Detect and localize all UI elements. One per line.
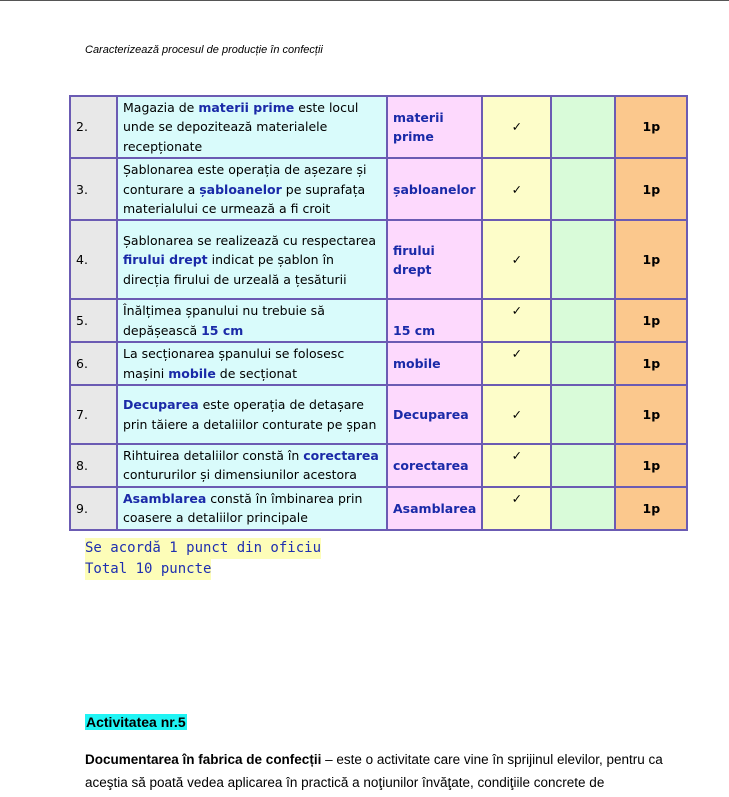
checkmark-icon: ✓ [511, 490, 523, 506]
empty-cell [551, 220, 615, 299]
table-row [70, 342, 687, 385]
table-row [70, 158, 687, 220]
answers-table [69, 95, 688, 531]
statement-keyword: șabloanelor [199, 181, 282, 197]
statement-cell [117, 158, 387, 220]
empty-cell [551, 385, 615, 444]
answer-cell: mobile [387, 342, 482, 385]
points-cell: 1p [615, 444, 687, 487]
check-cell [482, 96, 551, 158]
check-cell [482, 158, 551, 220]
checkmark-icon: ✓ [511, 346, 523, 362]
checkmark-icon: ✓ [511, 119, 523, 135]
scoring-note [85, 538, 321, 580]
statement-keyword: Asamblarea [123, 490, 207, 506]
empty-cell [551, 487, 615, 530]
points-cell: 1p [615, 385, 687, 444]
checkmark-icon: ✓ [511, 448, 523, 464]
empty-cell [551, 96, 615, 158]
statement-text: constă în îmbinarea prin coasere a detaliilor principale [123, 490, 363, 526]
table-row [70, 444, 687, 487]
statement-text: de secționat [215, 365, 297, 381]
statement-cell [117, 220, 387, 299]
statement-keyword: firului drept [123, 252, 208, 268]
statement-text: este locul unde se depozitează materialele recepționate [123, 100, 359, 154]
table-row [70, 220, 687, 299]
statement-text: Rihtuirea detaliilor constă în [123, 448, 304, 464]
points-cell: 1p [615, 299, 687, 342]
statement-text: Șablonarea se realizează cu respectarea [123, 232, 376, 248]
statement-cell [117, 342, 387, 385]
row-number: 8. [70, 444, 117, 487]
statement-keyword: corectarea [303, 448, 379, 464]
table-row [70, 96, 687, 158]
statement-text: indicat pe șablon în direcția firului de urzeală a țesăturii [123, 252, 347, 287]
statement-keyword: materii prime [198, 100, 295, 115]
empty-cell [551, 299, 615, 342]
statement-text: este operația de detașare prin tăiere a detaliilor conturate pe șpan [123, 397, 377, 432]
statement-keyword: Decuparea [123, 397, 199, 413]
answer-cell: Asamblarea [387, 487, 482, 530]
points-cell: 1p [615, 487, 687, 530]
empty-cell [551, 158, 615, 220]
answer-cell: 15 cm [387, 299, 482, 342]
activity-title: Activitatea nr.5 [86, 714, 186, 730]
row-number: 3. [70, 158, 117, 220]
statement-cell [117, 385, 387, 444]
activity-body: – este o activitate care vine în sprijinul elevilor, pentru ca aceştia să poată vedea aplicarea în practică a noţiunilor învăţate, condiţiile concrete de [85, 752, 663, 790]
row-number: 9. [70, 487, 117, 530]
statement-cell [117, 96, 387, 158]
statement-text: Șablonarea este operația de așezare și conturare a [123, 162, 367, 197]
scoring-line-official: Se acordă 1 punct din oficiu [85, 538, 321, 559]
check-cell [482, 444, 551, 487]
checkmark-icon: ✓ [511, 252, 523, 268]
check-cell [482, 299, 551, 342]
statement-cell [117, 487, 387, 530]
statement-text: contururilor și dimensiunilor acestora [123, 467, 357, 483]
answer-cell: firului drept [387, 220, 482, 299]
statement-text: pe suprafața materialului ce urmează a fi croit [123, 181, 366, 217]
row-number: 7. [70, 385, 117, 444]
table-row [70, 487, 687, 530]
points-cell: 1p [615, 158, 687, 220]
page-top-rule [0, 0, 729, 1]
answer-cell: materii prime [387, 96, 482, 158]
check-cell [482, 385, 551, 444]
statement-cell [117, 444, 387, 487]
answer-cell: Decuparea [387, 385, 482, 444]
activity-paragraph [85, 748, 665, 794]
points-cell: 1p [615, 220, 687, 299]
row-number: 4. [70, 220, 117, 299]
table-row [70, 385, 687, 444]
empty-cell [551, 444, 615, 487]
row-number: 2. [70, 96, 117, 158]
statement-keyword: mobile [168, 365, 216, 381]
points-cell: 1p [615, 342, 687, 385]
statement-cell [117, 299, 387, 342]
row-number: 5. [70, 299, 117, 342]
running-header: Caracterizează procesul de producție în confecții [85, 44, 323, 56]
checkmark-icon: ✓ [511, 406, 523, 422]
check-cell [482, 487, 551, 530]
activity-lead: Documentarea în fabrica de confecții [85, 752, 322, 767]
answer-cell: șabloanelor [387, 158, 482, 220]
statement-keyword: 15 cm [201, 322, 244, 338]
check-cell [482, 342, 551, 385]
check-cell [482, 220, 551, 299]
points-cell: 1p [615, 96, 687, 158]
row-number: 6. [70, 342, 117, 385]
statement-text: Înălțimea șpanului nu trebuie să depășească [123, 303, 325, 338]
statement-text: Magazia de [123, 100, 199, 115]
scoring-line-total: Total 10 puncte [85, 559, 211, 580]
table-row [70, 299, 687, 342]
statement-text: La secționarea șpanului se folosesc mașini [123, 346, 345, 381]
checkmark-icon: ✓ [511, 303, 523, 319]
empty-cell [551, 342, 615, 385]
checkmark-icon: ✓ [511, 181, 523, 197]
answer-cell: corectarea [387, 444, 482, 487]
